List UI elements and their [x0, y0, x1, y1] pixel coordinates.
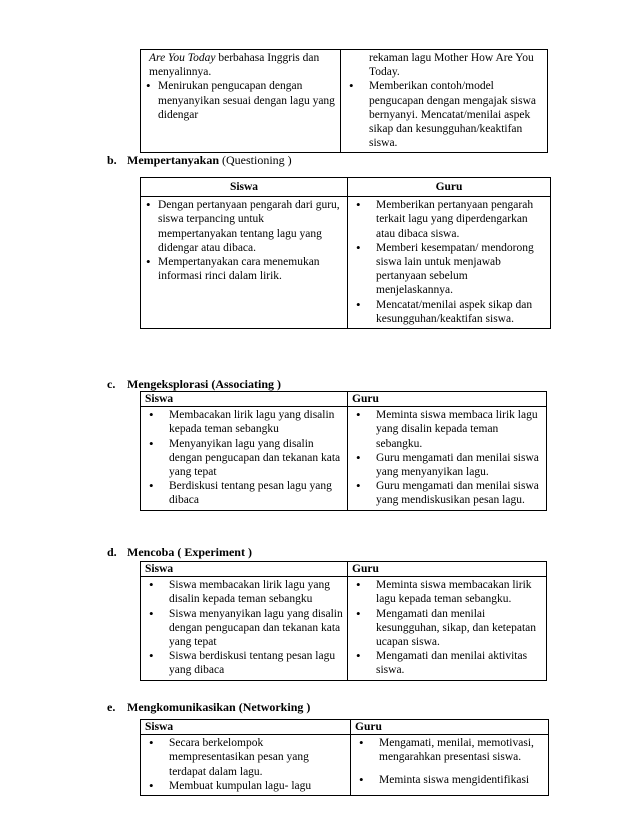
guru-cell [348, 407, 547, 510]
guru-cell [351, 735, 549, 796]
list-item: • Siswa menyanyikan lagu yang disalin dengan pengucapan dan tekanan kata yang tepat [145, 607, 343, 650]
column-header-siswa: Siswa [141, 178, 348, 197]
table-header-row [141, 392, 547, 407]
guru-cell [341, 50, 548, 153]
siswa-cell [141, 407, 348, 510]
column-header-guru: Guru [351, 720, 549, 735]
table-header-row [141, 720, 549, 735]
list-item: • Siswa berdiskusi tentang pesan lagu yang dibaca [145, 649, 343, 677]
siswa-first-text: Are You Today berbahasa Inggris dan menyalinnya. [149, 52, 320, 79]
column-header-guru: Guru [348, 178, 551, 197]
siswa-cell [141, 735, 351, 796]
guru-first-text: rekaman lagu Mother How Are You Today. [369, 52, 534, 79]
siswa-cell [141, 197, 348, 329]
table-experiment [140, 561, 547, 681]
list-item: • Mengamati dan menilai kesungguhan, sikap, dan ketepatan ucapan siswa. [352, 607, 542, 650]
section-title-d: d. Mencoba ( Experiment ) [107, 545, 252, 559]
column-header-guru: Guru [348, 562, 547, 577]
table-networking [140, 719, 549, 796]
list-item: • Memberikan contoh/model pengucapan dengan mengajak siswa bernyanyi. Mencatat/menilai aspek sikap dan kesungguhan/keaktifan siswa. [345, 79, 543, 150]
list-item: • Meminta siswa mengidentifikasi [355, 773, 544, 787]
list-item: • Meminta siswa membacakan lirik lagu kepada teman sebangku. [352, 578, 542, 606]
list-item: • Membuat kumpulan lagu- lagu [145, 779, 346, 793]
list-item: • Menyanyikan lagu yang disalin dengan pengucapan dan tekanan kata yang tepat [145, 437, 343, 480]
column-header-siswa: Siswa [141, 392, 348, 407]
table-continued [140, 49, 548, 153]
list-item: • Mengamati, menilai, memotivasi, mengarahkan presentasi siswa. [355, 736, 544, 764]
column-header-siswa: Siswa [141, 562, 348, 577]
list-item: • Menirukan pengucapan dengan menyanyikan sesuai dengan lagu yang didengar [145, 79, 336, 122]
list-item: • Memberikan pertanyaan pengarah terkait lagu yang diperdengarkan atau dibaca siswa. [352, 198, 546, 241]
guru-cell [348, 197, 551, 329]
siswa-cell [141, 577, 348, 680]
list-item: • Berdiskusi tentang pesan lagu yang dibaca [145, 479, 343, 507]
list-item: • Siswa membacakan lirik lagu yang disalin kepada teman sebangku [145, 578, 343, 606]
section-title-e: e. Mengkomunikasikan (Networking ) [107, 700, 311, 714]
table-associating [140, 391, 547, 511]
column-header-siswa: Siswa [141, 720, 351, 735]
guru-cell [348, 577, 547, 680]
section-title-b: b. Mempertanyakan (Questioning ) [107, 153, 292, 167]
section-title-c: c. Mengeksplorasi (Associating ) [107, 377, 281, 391]
list-item: • Membacakan lirik lagu yang disalin kepada teman sebangku [145, 408, 343, 436]
list-item: • Mencatat/menilai aspek sikap dan kesungguhan/keaktifan siswa. [352, 298, 546, 326]
list-item: • Dengan pertanyaan pengarah dari guru, siswa terpancing untuk mempertanyakan tentang lagu yang didengar atau dibaca. [145, 198, 343, 255]
list-item: • Guru mengamati dan menilai siswa yang mendiskusikan pesan lagu. [352, 479, 542, 507]
list-item: • Mengamati dan menilai aktivitas siswa. [352, 649, 542, 677]
table-row [141, 50, 548, 153]
list-item: • Meminta siswa membaca lirik lagu yang disalin kepada teman sebangku. [352, 408, 542, 451]
list-item: • Guru mengamati dan menilai siswa yang menyanyikan lagu. [352, 451, 542, 479]
list-item: • Secara berkelompok mempresentasikan pesan yang terdapat dalam lagu. [145, 736, 346, 779]
table-row [141, 197, 551, 329]
list-item: • Memberi kesempatan/ mendorong siswa lain untuk menjawab pertanyaan sebelum menjelaskannya. [352, 241, 546, 298]
table-header-row [141, 562, 547, 577]
table-row [141, 407, 547, 510]
siswa-cell [141, 50, 341, 153]
table-header-row [141, 178, 551, 197]
column-header-guru: Guru [348, 392, 547, 407]
table-row [141, 735, 549, 796]
table-row [141, 577, 547, 680]
list-item: • Mempertanyakan cara menemukan informasi rinci dalam lirik. [145, 255, 343, 283]
table-questioning [140, 177, 551, 329]
